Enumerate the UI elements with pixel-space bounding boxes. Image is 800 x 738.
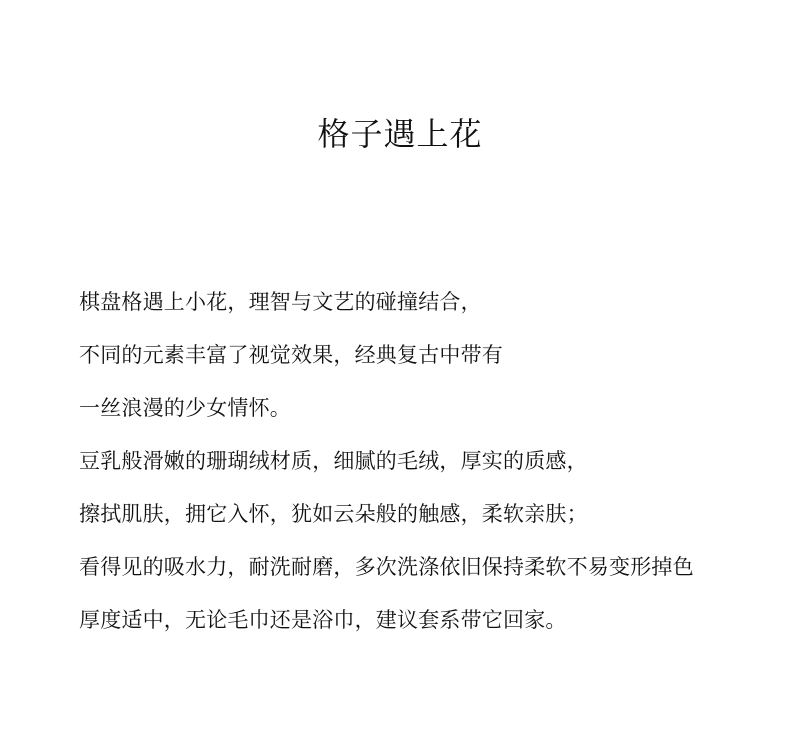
text-line: 擦拭肌肤，拥它入怀，犹如云朵般的触感，柔软亲肤； (79, 502, 588, 526)
text-line: 看得见的吸水力，耐洗耐磨，多次洗涤依旧保持柔软不易变形掉色 (79, 555, 694, 579)
text-line: 厚度适中，无论毛巾还是浴巾，建议套系带它回家。 (79, 608, 567, 632)
text-line: 棋盘格遇上小花，理智与文艺的碰撞结合， (79, 290, 482, 314)
page-title: 格子遇上花 (317, 115, 483, 153)
text-line: 不同的元素丰富了视觉效果，经典复古中带有 (79, 343, 503, 367)
description-text (79, 276, 770, 647)
text-line: 豆乳般滑嫩的珊瑚绒材质，细腻的毛绒，厚实的质感， (79, 449, 588, 473)
text-line: 一丝浪漫的少女情怀。 (79, 396, 291, 420)
